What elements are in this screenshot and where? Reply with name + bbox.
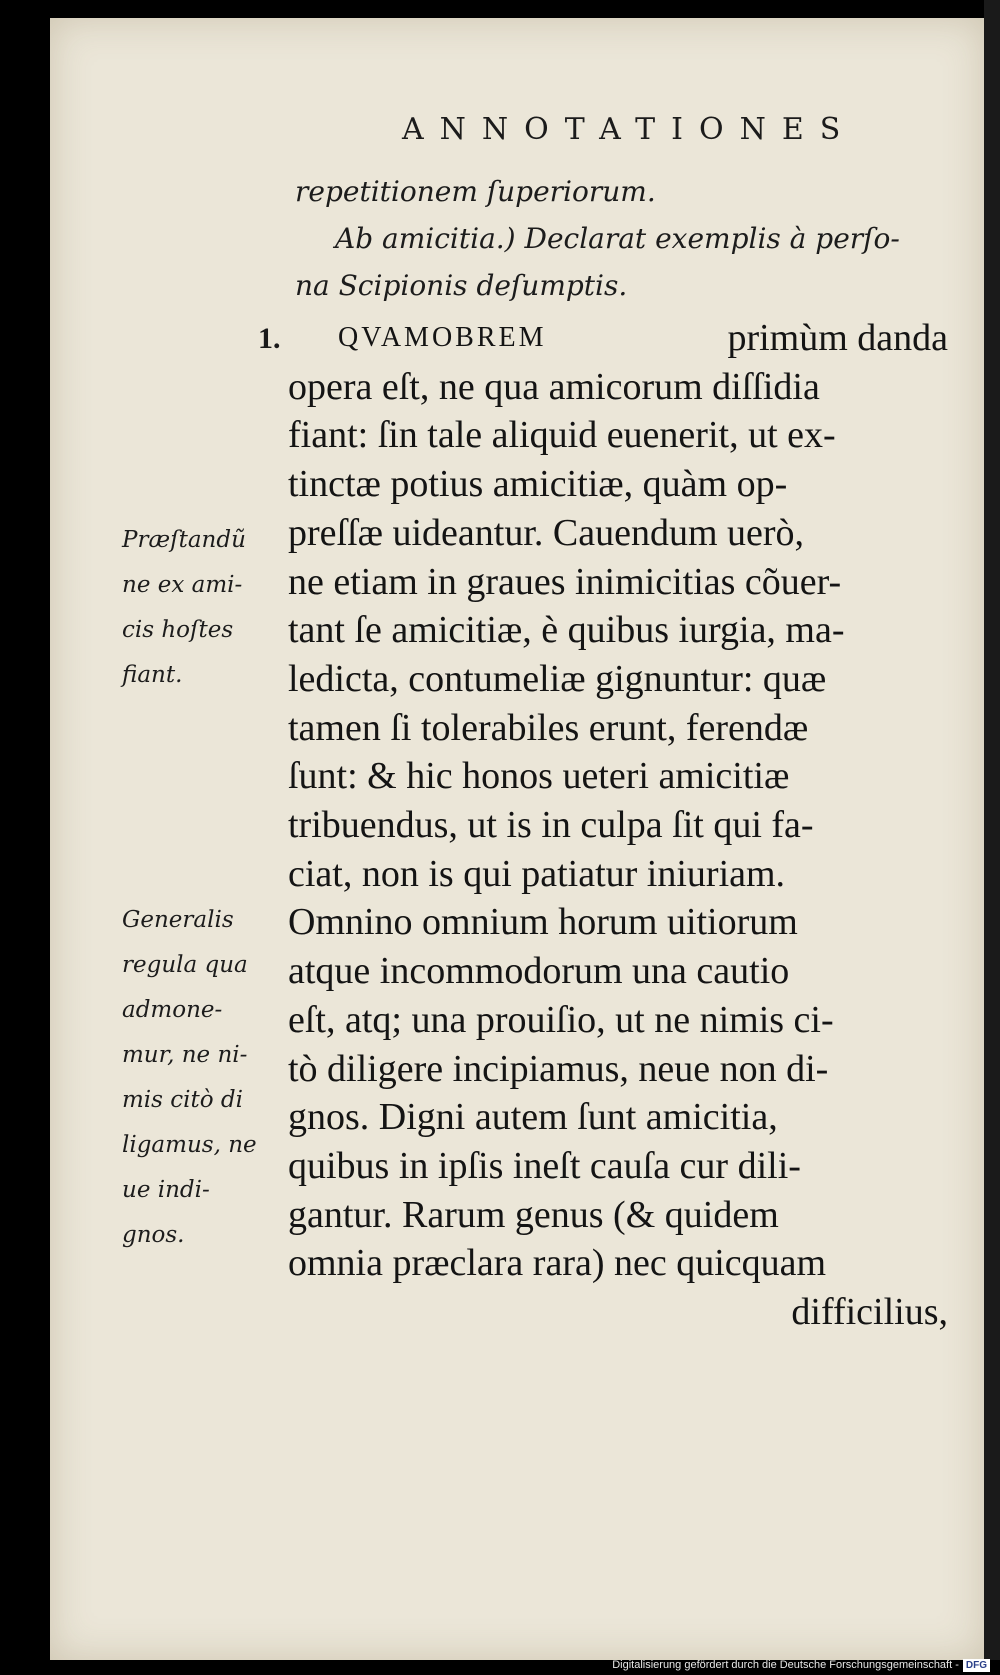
page-edge: [984, 0, 1000, 1660]
catchword: difficilius,: [791, 1291, 948, 1334]
margin-note: [122, 898, 282, 1258]
margin-note: [122, 518, 282, 698]
text-line: ciat, non is qui patiatur iniuriam.: [288, 852, 786, 895]
margin-note-line: gnos.: [122, 1222, 185, 1248]
text-line: tò diligere incipiamus, neue non di-: [288, 1047, 829, 1090]
text-fragment: primùm danda: [727, 317, 948, 359]
margin-note-line: ne ex ami-: [122, 572, 243, 598]
opening-caps: QVAMOBREM: [338, 322, 547, 353]
margin-note-line: fiant.: [122, 662, 183, 688]
margin-note-line: Præſtandũ: [122, 527, 246, 553]
margin-note-line: mur, ne ni-: [122, 1042, 248, 1068]
main-text-block: [288, 314, 948, 1337]
text-line: fiant: ſin tale aliquid euenerit, ut ex-: [288, 414, 836, 457]
text-line: ſunt: & hic honos ueteri amicitiæ: [288, 755, 790, 798]
text-line: ledicta, contumeliæ gignuntur: quæ: [288, 657, 827, 700]
running-title: ANNOTATIONES: [402, 112, 857, 147]
text-line: opera eſt, ne qua amicorum diſſidia: [288, 365, 820, 408]
text-line: [288, 314, 948, 363]
text-line: preſſæ uideantur. Cauendum uerò,: [288, 511, 805, 554]
dfg-logo: DFG: [963, 1659, 990, 1672]
text-line: gantur. Rarum genus (& quidem: [288, 1193, 779, 1236]
text-line: tribuendus, ut is in culpa ſit qui fa-: [288, 804, 814, 847]
margin-note-line: ue indi-: [122, 1177, 210, 1203]
text-line: tamen ſi tolerabiles erunt, ferendæ: [288, 706, 809, 749]
annotation-line: Ab amicitia.) Declarat exemplis à perſo-: [335, 222, 900, 255]
text-line: ne etiam in graues inimicitias cõuer-: [288, 560, 842, 603]
margin-note-line: cis hoſtes: [122, 617, 234, 643]
text-line: gnos. Digni autem ſunt amicitia,: [288, 1096, 778, 1139]
margin-note-line: regula qua: [122, 952, 248, 978]
text-line: atque incommodorum una cautio: [288, 950, 790, 993]
credit-text: Digitalisierung gefördert durch die Deutsche Forschungsgemeinschaft -: [612, 1659, 959, 1671]
annotation-text: [295, 168, 955, 309]
text-line: omnia præclara rara) nec quicquam: [288, 1242, 827, 1285]
text-line: eſt, atq; una prouiſio, ut ne nimis ci-: [288, 998, 834, 1041]
margin-note-line: Generalis: [122, 907, 234, 933]
text-line: tinctæ potius amicitiæ, quàm op-: [288, 463, 788, 506]
annotation-line: repetitionem ſuperiorum.: [295, 175, 656, 208]
section-number: 1.: [258, 322, 281, 355]
text-line: quibus in ipſis ineſt cauſa cur dili-: [288, 1144, 801, 1187]
margin-note-line: admone-: [122, 997, 223, 1023]
annotation-line: na Scipionis deſumptis.: [295, 269, 628, 302]
text-line: Omnino omnium horum uitiorum: [288, 901, 798, 944]
text-line: tant ſe amicitiæ, è quibus iurgia, ma-: [288, 609, 845, 652]
margin-note-line: ligamus, ne: [122, 1132, 257, 1158]
margin-note-line: mis citò di: [122, 1087, 243, 1113]
digitization-credit: [0, 1656, 990, 1675]
